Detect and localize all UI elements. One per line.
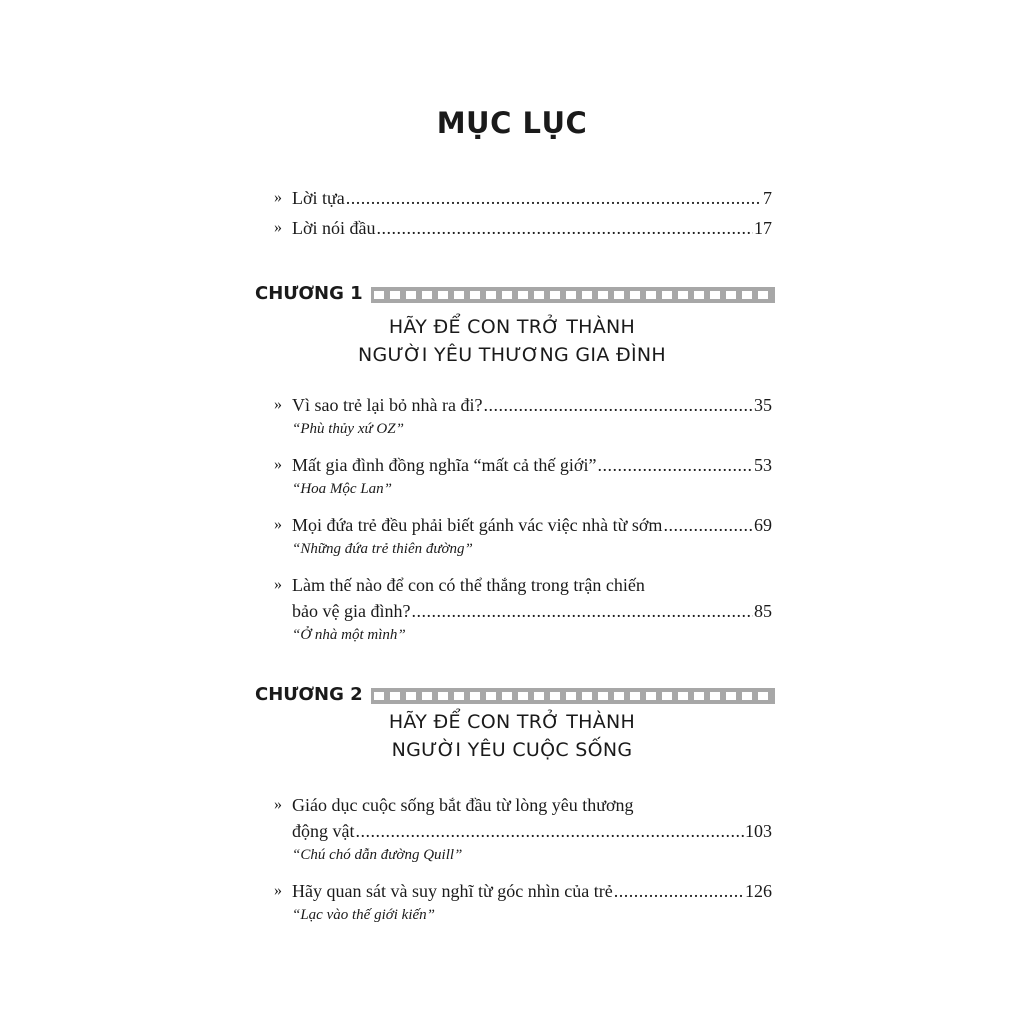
dot-leader [346,185,762,211]
toc-entry-foreword[interactable] [274,215,772,241]
bullet-icon: » [274,396,282,413]
film-strip-divider [371,688,775,704]
toc-entry-subtitle: “Hoa Mộc Lan” [292,481,393,497]
toc-entry-title: động vật [292,821,355,841]
chapter-2-header [255,682,775,706]
chapter-title-line: NGƯỜI YÊU THƯƠNG GIA ĐÌNH [358,344,666,366]
chapter-1-header [255,281,775,305]
toc-entry-title: bảo vệ gia đình? [292,601,411,621]
toc-entry[interactable] [274,792,772,866]
dot-leader [614,878,744,904]
dot-leader [597,452,753,478]
bullet-icon: » [274,456,282,473]
toc-entry-title: Hãy quan sát và suy nghĩ từ góc nhìn của trẻ [292,881,613,901]
bullet-icon: » [274,219,282,236]
film-strip-divider [371,287,775,303]
chapter-1-title [0,313,1024,369]
page-number: 53 [754,455,772,475]
toc-entry-title: Lời nói đầu [292,218,376,238]
bullet-icon: » [274,796,282,813]
dot-leader [377,215,753,241]
bullet-icon: » [274,576,282,593]
page-number: 17 [754,218,772,238]
bullet-icon: » [274,882,282,899]
page-number: 103 [745,821,772,841]
toc-entry-subtitle: “Phù thủy xứ OZ” [292,421,404,437]
page-number: 35 [754,395,772,415]
toc-entry-title: Vì sao trẻ lại bỏ nhà ra đi? [292,395,483,415]
chapter-title-line: HÃY ĐỂ CON TRỞ THÀNH [388,711,636,733]
chapter-2-title [0,708,1024,764]
chapter-label: CHƯƠNG 2 [255,683,363,705]
chapter-title-line: HÃY ĐỂ CON TRỞ THÀNH [388,316,636,338]
page-number: 69 [754,515,772,535]
toc-entry[interactable] [274,392,772,440]
page-title: MỤC LỤC [436,106,588,140]
toc-entry-title-line1: Làm thế nào để con có thể thắng trong trận chiến [292,575,645,595]
bullet-icon: » [274,189,282,206]
dot-leader [356,818,745,844]
toc-entry-title: Lời tựa [292,188,345,208]
chapter-title-line: NGƯỜI YÊU CUỘC SỐNG [391,739,633,761]
toc-entry-title-line1: Giáo dục cuộc sống bắt đầu từ lòng yêu thương [292,795,634,815]
dot-leader [483,392,753,418]
page-number: 7 [763,188,772,208]
toc-entry[interactable] [274,878,772,926]
dot-leader [663,512,753,538]
toc-entry-subtitle: “Ở nhà một mình” [292,627,406,643]
dot-leader [411,598,753,624]
chapter-label: CHƯƠNG 1 [255,282,363,304]
toc-entry-title: Mọi đứa trẻ đều phải biết gánh vác việc nhà từ sớm [292,515,663,535]
page-number: 126 [745,881,772,901]
toc-entry[interactable] [274,452,772,500]
toc-entry[interactable] [274,512,772,560]
bullet-icon: » [274,516,282,533]
toc-entry-preface[interactable] [274,185,772,211]
toc-entry-title: Mất gia đình đồng nghĩa “mất cả thế giới” [292,455,597,475]
toc-entry-subtitle: “Những đứa trẻ thiên đường” [292,541,473,557]
toc-entry-subtitle: “Chú chó dẫn đường Quill” [292,847,463,863]
toc-entry-subtitle: “Lạc vào thế giới kiến” [292,907,435,923]
toc-entry[interactable] [274,572,772,646]
page-number: 85 [754,601,772,621]
